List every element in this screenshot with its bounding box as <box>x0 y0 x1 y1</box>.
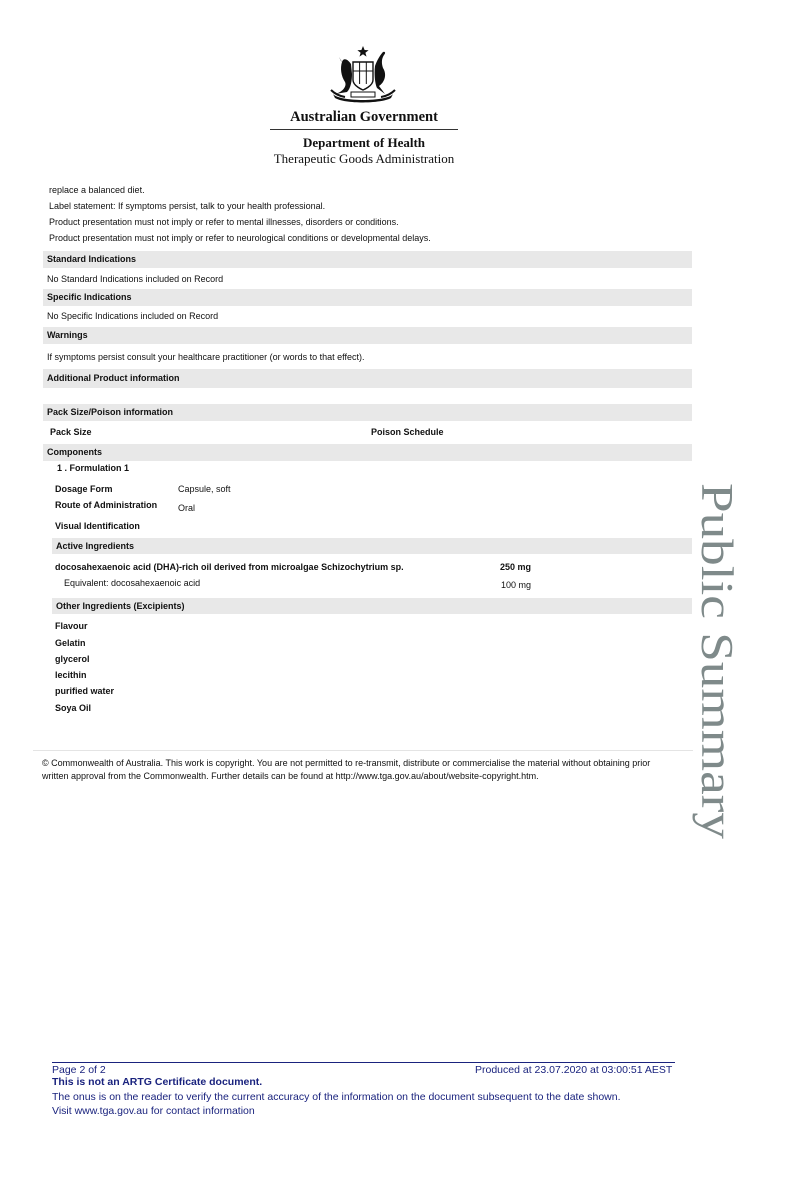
formulation-title: 1 . Formulation 1 <box>57 463 130 473</box>
watermark-text: Public Summary <box>692 483 743 791</box>
copyright-divider <box>33 750 693 751</box>
pack-size-column: Pack Size <box>50 427 92 437</box>
poison-schedule-column: Poison Schedule <box>371 427 444 437</box>
government-title: Australian Government <box>290 109 438 125</box>
excipient-item: Soya Oil <box>55 703 92 713</box>
section-title: Other Ingredients (Excipients) <box>56 601 185 611</box>
intro-line: Label statement: If symptoms persist, talk to your health professional. <box>49 201 326 211</box>
section-title: Additional Product information <box>47 373 180 383</box>
equivalent-ingredient-name: Equivalent: docosahexaenoic acid <box>64 578 201 588</box>
specific-indications-text: No Specific Indications included on Record <box>47 311 219 321</box>
route-label: Route of Administration <box>55 500 158 510</box>
intro-line: replace a balanced diet. <box>49 185 145 195</box>
produced-timestamp: Produced at 23.07.2020 at 03:00:51 AEST <box>475 1064 673 1076</box>
route-value: Oral <box>178 503 196 513</box>
section-header-warnings <box>43 327 692 344</box>
section-title: Warnings <box>47 330 88 340</box>
active-ingredient-name: docosahexaenoic acid (DHA)-rich oil derived from microalgae Schizochytrium sp. <box>55 562 404 572</box>
contact-info: Visit www.tga.gov.au for contact information <box>52 1105 255 1117</box>
section-header-excipients <box>52 598 692 614</box>
department-name: Department of Health <box>302 135 426 150</box>
section-header-standard-indications <box>43 251 692 268</box>
agency-name: Therapeutic Goods Administration <box>273 151 455 166</box>
public-summary-watermark <box>690 483 754 843</box>
active-ingredient-amount: 250 mg <box>500 562 532 572</box>
copyright-line: written approval from the Commonwealth. Further details can be found at http://www.tga.gov.au/about/website-copyright.htm. <box>42 771 539 781</box>
copyright-line: © Commonwealth of Australia. This work is copyright. You are not permitted to re-transmit, distribute or commercialise the material without obtaining prior <box>42 758 651 768</box>
standard-indications-text: No Standard Indications included on Record <box>47 274 224 284</box>
coat-of-arms-icon <box>325 44 401 106</box>
section-header-pack-size <box>43 404 692 421</box>
header-rule <box>270 129 458 130</box>
warnings-text: If symptoms persist consult your healthcare practitioner (or words to that effect). <box>47 352 365 362</box>
section-header-additional-info <box>43 369 692 388</box>
section-header-specific-indications <box>43 289 692 306</box>
excipient-item: purified water <box>55 686 115 696</box>
equivalent-ingredient-amount: 100 mg <box>501 580 532 590</box>
section-title: Pack Size/Poison information <box>47 407 174 417</box>
visual-identification-label: Visual Identification <box>55 521 140 531</box>
section-title: Active Ingredients <box>56 541 135 551</box>
excipient-item: glycerol <box>55 654 90 664</box>
excipient-item: lecithin <box>55 670 87 680</box>
onus-notice: The onus is on the reader to verify the current accuracy of the information on the document subsequent to the date shown. <box>52 1091 621 1103</box>
excipient-item: Gelatin <box>55 638 86 648</box>
section-title: Components <box>47 447 102 457</box>
section-header-components <box>43 444 692 461</box>
excipient-item: Flavour <box>55 621 88 631</box>
section-title: Standard Indications <box>47 254 137 264</box>
footer-rule <box>52 1062 675 1063</box>
intro-line: Product presentation must not imply or refer to mental illnesses, disorders or conditions. <box>49 217 399 227</box>
not-certificate-notice: This is not an ARTG Certificate document. <box>52 1076 263 1088</box>
dosage-form-value: Capsule, soft <box>178 484 231 494</box>
intro-line: Product presentation must not imply or refer to neurological conditions or developmental delays. <box>49 233 431 243</box>
page-number: Page 2 of 2 <box>52 1064 106 1076</box>
section-header-active-ingredients <box>52 538 692 554</box>
section-title: Specific Indications <box>47 292 132 302</box>
dosage-form-label: Dosage Form <box>55 484 113 494</box>
